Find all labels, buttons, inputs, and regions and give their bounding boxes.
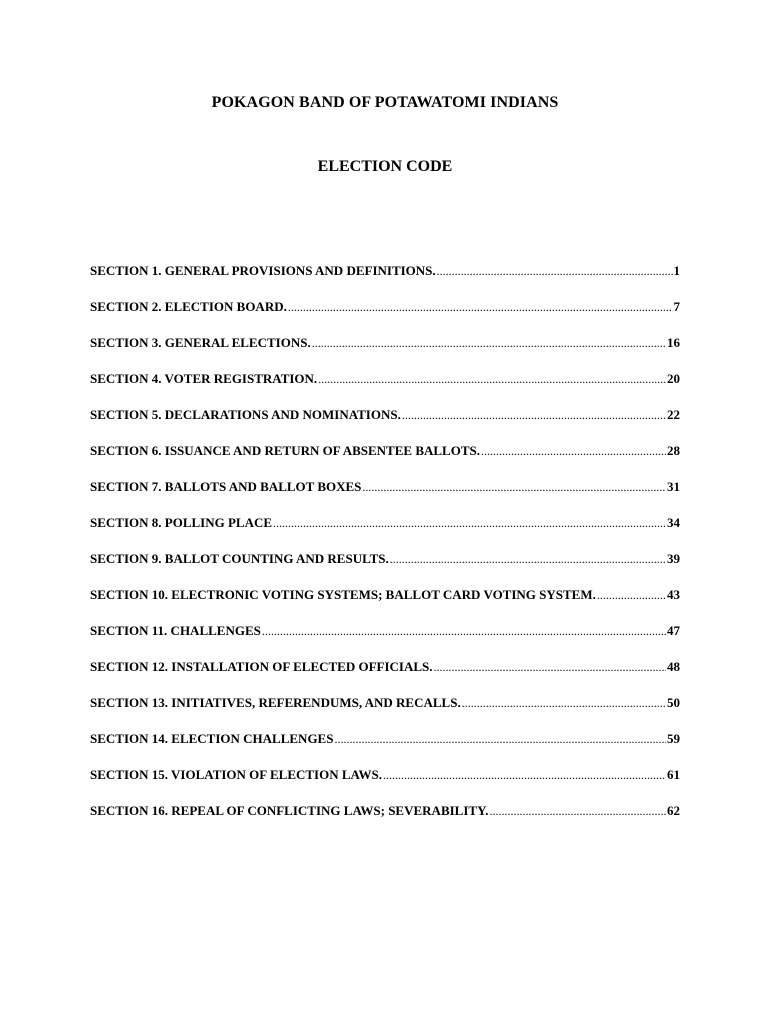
toc-page-number: 48 xyxy=(667,659,680,674)
toc-page-number: 31 xyxy=(667,479,680,494)
toc-entry-section-3[interactable] xyxy=(90,335,680,371)
toc-entry-label: SECTION 8. POLLING PLACE xyxy=(90,515,273,530)
toc-dot-leader xyxy=(597,588,666,603)
toc-entry-label: SECTION 16. REPEAL OF CONFLICTING LAWS; SEVERABILITY. xyxy=(90,803,489,818)
toc-entry-section-8[interactable] xyxy=(90,515,680,551)
toc-entry-label: SECTION 13. INITIATIVES, REFERENDUMS, AND RECALLS. xyxy=(90,695,461,710)
toc-entry-label: SECTION 4. VOTER REGISTRATION. xyxy=(90,371,318,386)
toc-entry-section-1[interactable] xyxy=(90,263,680,299)
toc-entry-section-2[interactable] xyxy=(90,299,680,335)
toc-page-number: 61 xyxy=(667,767,680,782)
toc-page-number: 62 xyxy=(667,803,680,818)
toc-entry-label: SECTION 12. INSTALLATION OF ELECTED OFFICIALS. xyxy=(90,659,433,674)
toc-page-number: 59 xyxy=(667,731,680,746)
toc-dot-leader xyxy=(334,732,666,747)
toc-entry-section-11[interactable] xyxy=(90,623,680,659)
toc-dot-leader xyxy=(273,516,666,531)
toc-entry-section-9[interactable] xyxy=(90,551,680,587)
toc-dot-leader xyxy=(288,300,673,315)
toc-page-number: 34 xyxy=(667,515,680,530)
toc-entry-label: SECTION 9. BALLOT COUNTING AND RESULTS. xyxy=(90,551,389,566)
toc-entry-section-14[interactable] xyxy=(90,731,680,767)
organization-title: POKAGON BAND OF POTAWATOMI INDIANS xyxy=(211,94,559,111)
toc-entry-section-13[interactable] xyxy=(90,695,680,731)
toc-dot-leader xyxy=(481,444,666,459)
toc-entry-label: SECTION 14. ELECTION CHALLENGES xyxy=(90,731,334,746)
toc-entry-label: SECTION 1. GENERAL PROVISIONS AND DEFINITIONS. xyxy=(90,263,436,278)
toc-dot-leader xyxy=(462,696,666,711)
toc-entry-section-10[interactable] xyxy=(90,587,680,623)
toc-page-number: 16 xyxy=(667,335,680,350)
toc-entry-label: SECTION 10. ELECTRONIC VOTING SYSTEMS; BALLOT CARD VOTING SYSTEM. xyxy=(90,587,596,602)
toc-entry-label: SECTION 3. GENERAL ELECTIONS. xyxy=(90,335,311,350)
toc-entry-label: SECTION 5. DECLARATIONS AND NOMINATIONS. xyxy=(90,407,401,422)
toc-page-number: 7 xyxy=(673,299,680,314)
toc-page-number: 43 xyxy=(667,587,680,602)
toc-page-number: 20 xyxy=(667,371,680,386)
toc-entry-label: SECTION 15. VIOLATION OF ELECTION LAWS. xyxy=(90,767,382,782)
toc-dot-leader xyxy=(383,768,666,783)
toc-page-number: 39 xyxy=(667,551,680,566)
toc-entry-section-4[interactable] xyxy=(90,371,680,407)
toc-entry-section-7[interactable] xyxy=(90,479,680,515)
toc-entry-section-15[interactable] xyxy=(90,767,680,803)
toc-entry-section-6[interactable] xyxy=(90,443,680,479)
toc-dot-leader xyxy=(437,264,673,279)
toc-entry-section-16[interactable] xyxy=(90,803,680,839)
toc-page-number: 28 xyxy=(667,443,680,458)
toc-entry-section-5[interactable] xyxy=(90,407,680,443)
toc-entry-label: SECTION 6. ISSUANCE AND RETURN OF ABSENTEE BALLOTS. xyxy=(90,443,480,458)
toc-dot-leader xyxy=(312,336,666,351)
toc-dot-leader xyxy=(434,660,666,675)
table-of-contents xyxy=(90,263,680,839)
toc-dot-leader xyxy=(402,408,666,423)
toc-page-number: 22 xyxy=(667,407,680,422)
toc-entry-section-12[interactable] xyxy=(90,659,680,695)
toc-page-number: 50 xyxy=(667,695,680,710)
toc-dot-leader xyxy=(362,480,666,495)
toc-dot-leader xyxy=(490,804,666,819)
toc-entry-label: SECTION 7. BALLOTS AND BALLOT BOXES xyxy=(90,479,362,494)
toc-entry-label: SECTION 11. CHALLENGES xyxy=(90,623,261,638)
toc-dot-leader xyxy=(318,372,666,387)
toc-entry-label: SECTION 2. ELECTION BOARD. xyxy=(90,299,287,314)
toc-dot-leader xyxy=(390,552,666,567)
toc-page-number: 1 xyxy=(673,263,680,278)
toc-page-number: 47 xyxy=(667,623,680,638)
document-title: ELECTION CODE xyxy=(317,158,453,175)
toc-dot-leader xyxy=(262,624,666,639)
